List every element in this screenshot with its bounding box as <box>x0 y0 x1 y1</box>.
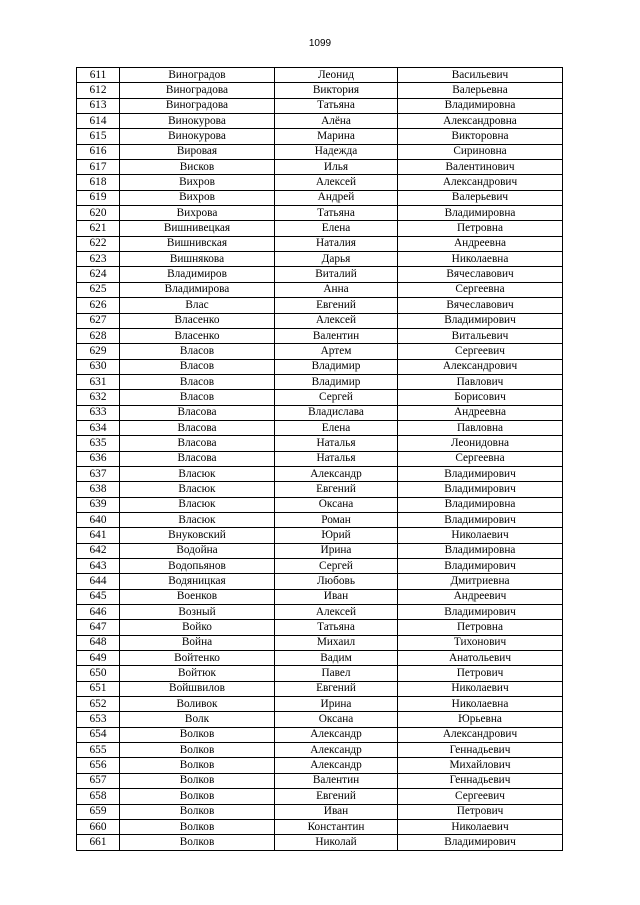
table-row <box>77 697 563 712</box>
row-number-cell: 624 <box>77 267 120 282</box>
table-row <box>77 206 563 221</box>
row-number-cell: 661 <box>77 835 120 850</box>
patronymic-cell: Петрович <box>398 666 563 681</box>
first-name-cell: Сергей <box>275 559 398 574</box>
table-row <box>77 68 563 83</box>
row-number-cell: 626 <box>77 298 120 313</box>
table-row <box>77 405 563 420</box>
table-row <box>77 420 563 435</box>
patronymic-cell: Андреевна <box>398 405 563 420</box>
first-name-cell: Татьяна <box>275 98 398 113</box>
patronymic-cell: Александрович <box>398 175 563 190</box>
roster-table <box>76 67 563 851</box>
first-name-cell: Оксана <box>275 497 398 512</box>
row-number-cell: 640 <box>77 512 120 527</box>
row-number-cell: 613 <box>77 98 120 113</box>
first-name-cell: Евгений <box>275 298 398 313</box>
last-name-cell: Волков <box>120 758 275 773</box>
last-name-cell: Власов <box>120 344 275 359</box>
row-number-cell: 650 <box>77 666 120 681</box>
last-name-cell: Вихров <box>120 190 275 205</box>
row-number-cell: 645 <box>77 589 120 604</box>
last-name-cell: Власенко <box>120 313 275 328</box>
table-row <box>77 98 563 113</box>
first-name-cell: Наталья <box>275 436 398 451</box>
row-number-cell: 623 <box>77 252 120 267</box>
table-row <box>77 589 563 604</box>
row-number-cell: 627 <box>77 313 120 328</box>
patronymic-cell: Геннадьевич <box>398 743 563 758</box>
patronymic-cell: Владимирович <box>398 559 563 574</box>
patronymic-cell: Валерьевич <box>398 190 563 205</box>
table-row <box>77 282 563 297</box>
last-name-cell: Винокурова <box>120 114 275 129</box>
table-row <box>77 512 563 527</box>
patronymic-cell: Сергеевич <box>398 789 563 804</box>
row-number-cell: 632 <box>77 390 120 405</box>
table-row <box>77 712 563 727</box>
last-name-cell: Волков <box>120 727 275 742</box>
first-name-cell: Александр <box>275 466 398 481</box>
first-name-cell: Юрий <box>275 528 398 543</box>
first-name-cell: Надежда <box>275 144 398 159</box>
patronymic-cell: Вячеславович <box>398 267 563 282</box>
last-name-cell: Войко <box>120 620 275 635</box>
patronymic-cell: Александровна <box>398 114 563 129</box>
patronymic-cell: Петровна <box>398 620 563 635</box>
patronymic-cell: Петровна <box>398 221 563 236</box>
first-name-cell: Дарья <box>275 252 398 267</box>
row-number-cell: 642 <box>77 543 120 558</box>
table-row <box>77 313 563 328</box>
row-number-cell: 616 <box>77 144 120 159</box>
patronymic-cell: Борисович <box>398 390 563 405</box>
last-name-cell: Водяницкая <box>120 574 275 589</box>
patronymic-cell: Александрович <box>398 727 563 742</box>
table-row <box>77 743 563 758</box>
row-number-cell: 633 <box>77 405 120 420</box>
row-number-cell: 628 <box>77 328 120 343</box>
last-name-cell: Винокурова <box>120 129 275 144</box>
row-number-cell: 657 <box>77 773 120 788</box>
row-number-cell: 648 <box>77 635 120 650</box>
first-name-cell: Иван <box>275 804 398 819</box>
patronymic-cell: Геннадьевич <box>398 773 563 788</box>
first-name-cell: Алёна <box>275 114 398 129</box>
table-row <box>77 298 563 313</box>
table-row <box>77 236 563 251</box>
table-row <box>77 605 563 620</box>
last-name-cell: Вихров <box>120 175 275 190</box>
first-name-cell: Татьяна <box>275 206 398 221</box>
first-name-cell: Илья <box>275 160 398 175</box>
row-number-cell: 641 <box>77 528 120 543</box>
patronymic-cell: Андреевна <box>398 236 563 251</box>
row-number-cell: 614 <box>77 114 120 129</box>
row-number-cell: 637 <box>77 466 120 481</box>
patronymic-cell: Владимирович <box>398 512 563 527</box>
patronymic-cell: Юрьевна <box>398 712 563 727</box>
first-name-cell: Ирина <box>275 543 398 558</box>
first-name-cell: Андрей <box>275 190 398 205</box>
patronymic-cell: Петрович <box>398 804 563 819</box>
table-row <box>77 727 563 742</box>
row-number-cell: 611 <box>77 68 120 83</box>
patronymic-cell: Дмитриевна <box>398 574 563 589</box>
row-number-cell: 634 <box>77 420 120 435</box>
table-row <box>77 635 563 650</box>
row-number-cell: 620 <box>77 206 120 221</box>
patronymic-cell: Владимирович <box>398 466 563 481</box>
last-name-cell: Водопьянов <box>120 559 275 574</box>
table-row <box>77 666 563 681</box>
last-name-cell: Воливок <box>120 697 275 712</box>
last-name-cell: Волков <box>120 773 275 788</box>
last-name-cell: Власова <box>120 436 275 451</box>
first-name-cell: Александр <box>275 743 398 758</box>
last-name-cell: Власенко <box>120 328 275 343</box>
row-number-cell: 617 <box>77 160 120 175</box>
patronymic-cell: Сергеевна <box>398 282 563 297</box>
row-number-cell: 631 <box>77 374 120 389</box>
first-name-cell: Евгений <box>275 482 398 497</box>
first-name-cell: Владимир <box>275 359 398 374</box>
last-name-cell: Волков <box>120 835 275 850</box>
row-number-cell: 615 <box>77 129 120 144</box>
table-row <box>77 344 563 359</box>
first-name-cell: Михаил <box>275 635 398 650</box>
roster-table-body <box>77 68 563 851</box>
row-number-cell: 649 <box>77 651 120 666</box>
row-number-cell: 636 <box>77 451 120 466</box>
row-number-cell: 635 <box>77 436 120 451</box>
table-row <box>77 144 563 159</box>
row-number-cell: 629 <box>77 344 120 359</box>
row-number-cell: 621 <box>77 221 120 236</box>
first-name-cell: Павел <box>275 666 398 681</box>
last-name-cell: Вишнивецкая <box>120 221 275 236</box>
table-row <box>77 543 563 558</box>
row-number-cell: 622 <box>77 236 120 251</box>
patronymic-cell: Викторовна <box>398 129 563 144</box>
patronymic-cell: Павловна <box>398 420 563 435</box>
patronymic-cell: Николаевна <box>398 252 563 267</box>
row-number-cell: 638 <box>77 482 120 497</box>
table-row <box>77 359 563 374</box>
last-name-cell: Висков <box>120 160 275 175</box>
first-name-cell: Елена <box>275 420 398 435</box>
last-name-cell: Войтюк <box>120 666 275 681</box>
first-name-cell: Виталий <box>275 267 398 282</box>
first-name-cell: Виктория <box>275 83 398 98</box>
row-number-cell: 646 <box>77 605 120 620</box>
table-row <box>77 574 563 589</box>
first-name-cell: Евгений <box>275 789 398 804</box>
last-name-cell: Возный <box>120 605 275 620</box>
row-number-cell: 660 <box>77 819 120 834</box>
patronymic-cell: Владимировна <box>398 543 563 558</box>
first-name-cell: Александр <box>275 758 398 773</box>
row-number-cell: 651 <box>77 681 120 696</box>
last-name-cell: Власов <box>120 390 275 405</box>
row-number-cell: 647 <box>77 620 120 635</box>
patronymic-cell: Владимировна <box>398 497 563 512</box>
row-number-cell: 630 <box>77 359 120 374</box>
last-name-cell: Владимирова <box>120 282 275 297</box>
first-name-cell: Оксана <box>275 712 398 727</box>
last-name-cell: Вишнякова <box>120 252 275 267</box>
first-name-cell: Валентин <box>275 328 398 343</box>
table-row <box>77 175 563 190</box>
patronymic-cell: Вячеславович <box>398 298 563 313</box>
row-number-cell: 639 <box>77 497 120 512</box>
patronymic-cell: Михайлович <box>398 758 563 773</box>
row-number-cell: 612 <box>77 83 120 98</box>
patronymic-cell: Валерьевна <box>398 83 563 98</box>
patronymic-cell: Анатольевич <box>398 651 563 666</box>
last-name-cell: Власов <box>120 374 275 389</box>
last-name-cell: Виноградов <box>120 68 275 83</box>
row-number-cell: 644 <box>77 574 120 589</box>
row-number-cell: 643 <box>77 559 120 574</box>
row-number-cell: 655 <box>77 743 120 758</box>
first-name-cell: Валентин <box>275 773 398 788</box>
table-row <box>77 451 563 466</box>
last-name-cell: Виноградова <box>120 98 275 113</box>
last-name-cell: Вихрова <box>120 206 275 221</box>
table-row <box>77 114 563 129</box>
row-number-cell: 619 <box>77 190 120 205</box>
row-number-cell: 625 <box>77 282 120 297</box>
table-row <box>77 773 563 788</box>
first-name-cell: Сергей <box>275 390 398 405</box>
first-name-cell: Алексей <box>275 605 398 620</box>
patronymic-cell: Николаевич <box>398 681 563 696</box>
last-name-cell: Волков <box>120 819 275 834</box>
table-row <box>77 819 563 834</box>
last-name-cell: Волк <box>120 712 275 727</box>
first-name-cell: Леонид <box>275 68 398 83</box>
table-row <box>77 681 563 696</box>
last-name-cell: Влас <box>120 298 275 313</box>
row-number-cell: 656 <box>77 758 120 773</box>
table-row <box>77 160 563 175</box>
last-name-cell: Военков <box>120 589 275 604</box>
first-name-cell: Елена <box>275 221 398 236</box>
first-name-cell: Ирина <box>275 697 398 712</box>
last-name-cell: Владимиров <box>120 267 275 282</box>
last-name-cell: Война <box>120 635 275 650</box>
row-number-cell: 653 <box>77 712 120 727</box>
last-name-cell: Власюк <box>120 497 275 512</box>
row-number-cell: 654 <box>77 727 120 742</box>
page-number: 1099 <box>308 38 332 49</box>
patronymic-cell: Владимировна <box>398 206 563 221</box>
patronymic-cell: Владимирович <box>398 835 563 850</box>
first-name-cell: Владислава <box>275 405 398 420</box>
table-row <box>77 466 563 481</box>
table-row <box>77 252 563 267</box>
last-name-cell: Волков <box>120 743 275 758</box>
patronymic-cell: Павлович <box>398 374 563 389</box>
first-name-cell: Евгений <box>275 681 398 696</box>
patronymic-cell: Витальевич <box>398 328 563 343</box>
last-name-cell: Власюк <box>120 466 275 481</box>
first-name-cell: Вадим <box>275 651 398 666</box>
table-row <box>77 267 563 282</box>
last-name-cell: Власова <box>120 420 275 435</box>
table-row <box>77 789 563 804</box>
patronymic-cell: Валентинович <box>398 160 563 175</box>
first-name-cell: Анна <box>275 282 398 297</box>
last-name-cell: Войшвилов <box>120 681 275 696</box>
last-name-cell: Волков <box>120 789 275 804</box>
patronymic-cell: Андреевич <box>398 589 563 604</box>
first-name-cell: Любовь <box>275 574 398 589</box>
last-name-cell: Власова <box>120 405 275 420</box>
last-name-cell: Виноградова <box>120 83 275 98</box>
last-name-cell: Вишнивская <box>120 236 275 251</box>
table-row <box>77 328 563 343</box>
patronymic-cell: Николаевна <box>398 697 563 712</box>
first-name-cell: Татьяна <box>275 620 398 635</box>
table-row <box>77 482 563 497</box>
patronymic-cell: Васильевич <box>398 68 563 83</box>
table-row <box>77 497 563 512</box>
patronymic-cell: Николаевич <box>398 528 563 543</box>
last-name-cell: Внуковский <box>120 528 275 543</box>
first-name-cell: Александр <box>275 727 398 742</box>
patronymic-cell: Сергеевич <box>398 344 563 359</box>
first-name-cell: Артем <box>275 344 398 359</box>
table-row <box>77 559 563 574</box>
table-row <box>77 835 563 850</box>
table-row <box>77 651 563 666</box>
last-name-cell: Власова <box>120 451 275 466</box>
patronymic-cell: Владимирович <box>398 605 563 620</box>
table-row <box>77 190 563 205</box>
row-number-cell: 618 <box>77 175 120 190</box>
last-name-cell: Водойна <box>120 543 275 558</box>
last-name-cell: Войтенко <box>120 651 275 666</box>
patronymic-cell: Леонидовна <box>398 436 563 451</box>
patronymic-cell: Владимирович <box>398 313 563 328</box>
first-name-cell: Наталья <box>275 451 398 466</box>
first-name-cell: Алексей <box>275 175 398 190</box>
last-name-cell: Власюк <box>120 482 275 497</box>
table-row <box>77 436 563 451</box>
first-name-cell: Владимир <box>275 374 398 389</box>
first-name-cell: Алексей <box>275 313 398 328</box>
first-name-cell: Наталия <box>275 236 398 251</box>
last-name-cell: Вировая <box>120 144 275 159</box>
table-row <box>77 221 563 236</box>
table-row <box>77 129 563 144</box>
patronymic-cell: Владимирович <box>398 482 563 497</box>
patronymic-cell: Тихонович <box>398 635 563 650</box>
first-name-cell: Николай <box>275 835 398 850</box>
row-number-cell: 652 <box>77 697 120 712</box>
patronymic-cell: Александрович <box>398 359 563 374</box>
first-name-cell: Константин <box>275 819 398 834</box>
last-name-cell: Волков <box>120 804 275 819</box>
first-name-cell: Роман <box>275 512 398 527</box>
patronymic-cell: Владимировна <box>398 98 563 113</box>
last-name-cell: Власюк <box>120 512 275 527</box>
first-name-cell: Иван <box>275 589 398 604</box>
table-row <box>77 528 563 543</box>
last-name-cell: Власов <box>120 359 275 374</box>
table-row <box>77 758 563 773</box>
first-name-cell: Марина <box>275 129 398 144</box>
table-row <box>77 390 563 405</box>
table-row <box>77 620 563 635</box>
table-row <box>77 804 563 819</box>
table-row <box>77 374 563 389</box>
patronymic-cell: Сергеевна <box>398 451 563 466</box>
row-number-cell: 658 <box>77 789 120 804</box>
patronymic-cell: Николаевич <box>398 819 563 834</box>
table-row <box>77 83 563 98</box>
row-number-cell: 659 <box>77 804 120 819</box>
patronymic-cell: Сириновна <box>398 144 563 159</box>
